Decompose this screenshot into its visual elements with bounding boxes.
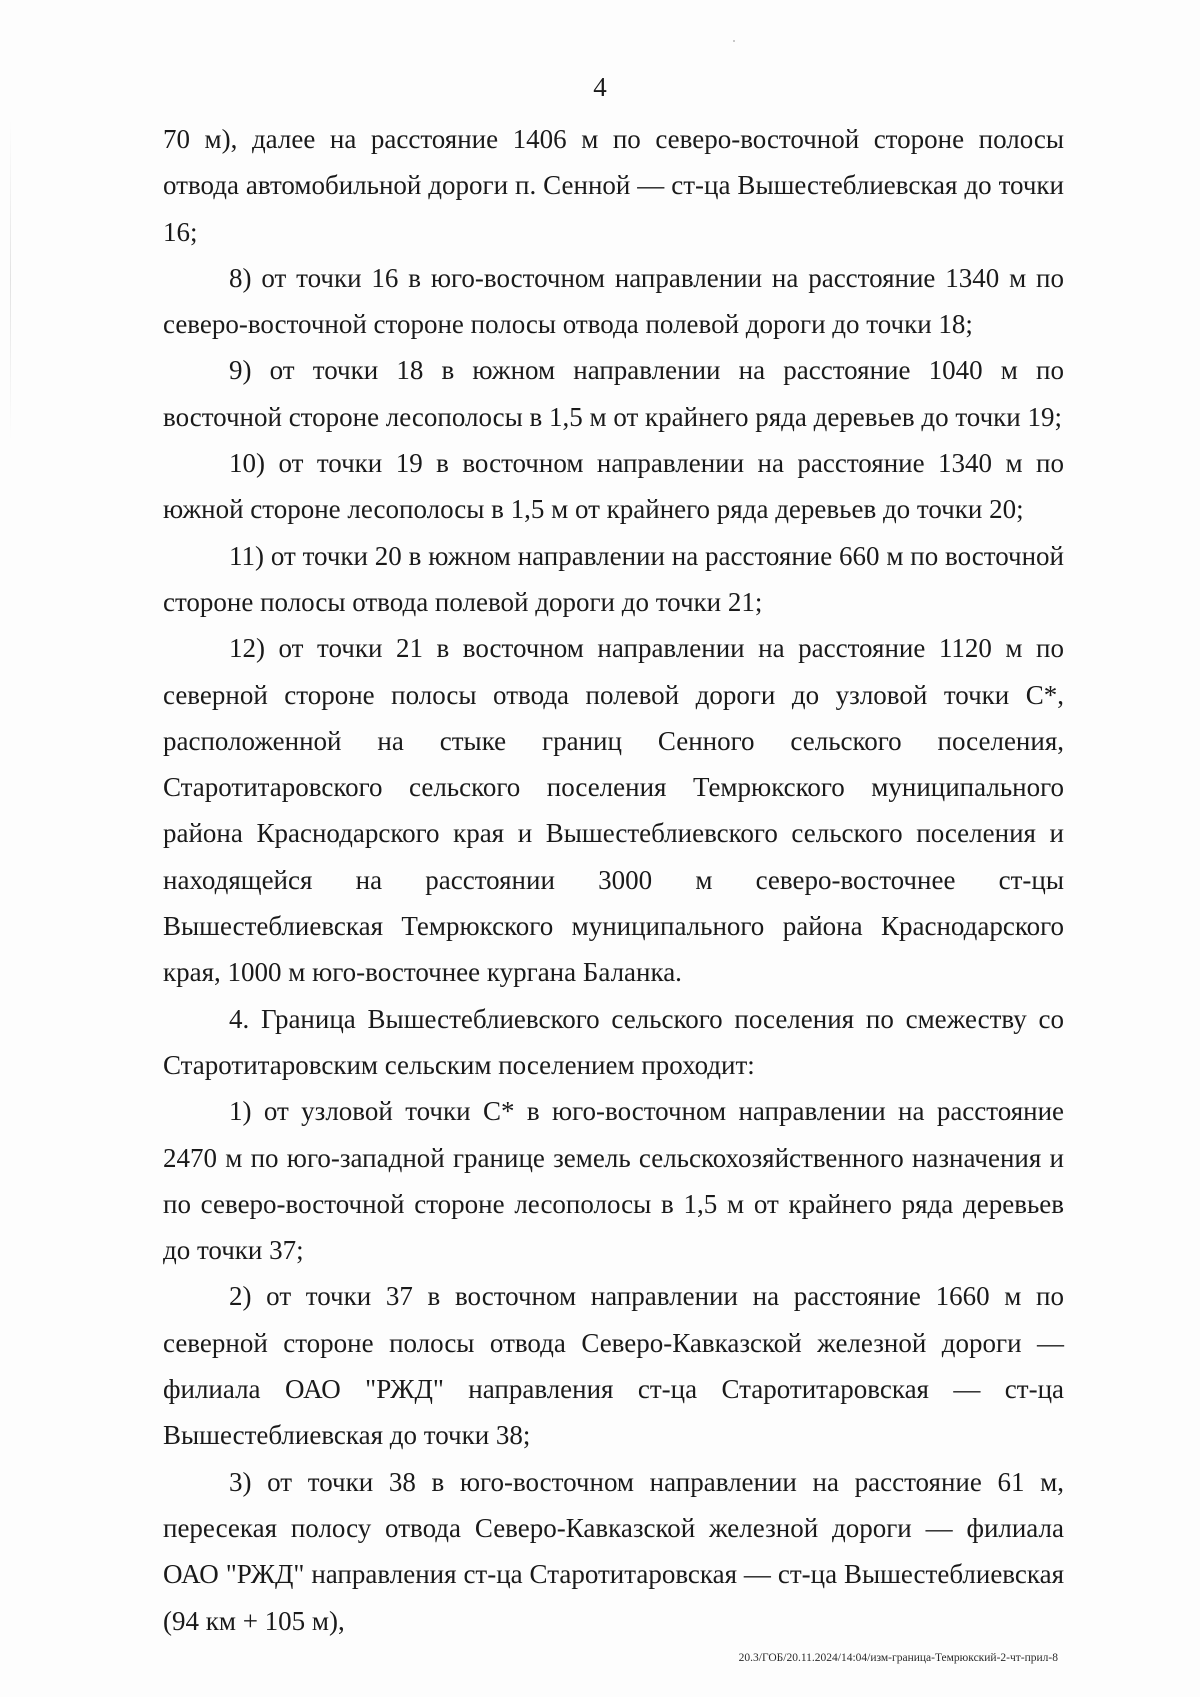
document-footer-code: 20.3/ГОБ/20.11.2024/14:04/изм-граница-Темрюкский-2-чт-прил-8 — [738, 1652, 1058, 1664]
page-number: 4 — [593, 72, 607, 102]
document-body — [163, 116, 1064, 1644]
paragraph-item-9: 9) от точки 18 в южном направлении на расстояние 1040 м по восточной стороне лесополосы в 1,5 м от крайнего ряда деревьев до точки 19; — [163, 355, 1064, 432]
paragraph-section-4: 4. Граница Вышестеблиевского сельского поселения по смежеству со Старотитаровским сельским поселением проходит: — [163, 1003, 1064, 1080]
paragraph-section-4-item-2: 2) от точки 37 в восточном направлении на расстояние 1660 м по северной стороне полосы отвода Северо-Кавказской железной дороги — филиала ОАО "РЖД" направления ст-ца Старотитаровская — ст-ца Вышестеблиевская до точки 38; — [163, 1281, 1064, 1451]
paragraph-section-4-item-1: 1) от узловой точки С* в юго-восточном направлении на расстояние 2470 м по юго-западной границе земель сельскохозяйственного назначения и по северо-восточной стороне лесополосы в 1,5 м от крайнего ряда деревьев до точки 37; — [163, 1096, 1064, 1266]
paragraph-item-11: 11) от точки 20 в южном направлении на расстояние 660 м по восточной стороне полосы отвода полевой дороги до точки 21; — [163, 540, 1064, 617]
paragraph-continuation: 70 м), далее на расстояние 1406 м по северо-восточной стороне полосы отвода автомобильной дороги п. Сенной — ст-ца Вышестеблиевская до точки 16; — [163, 124, 1064, 247]
paragraph-item-10: 10) от точки 19 в восточном направлении на расстояние 1340 м по южной стороне лесополосы в 1,5 м от крайнего ряда деревьев до точки 20; — [163, 448, 1064, 525]
scan-artifact-dot — [733, 40, 735, 42]
paragraph-section-4-item-3: 3) от точки 38 в юго-восточном направлении на расстояние 61 м, пересекая полосу отвода Северо-Кавказской железной дороги — филиала ОАО "РЖД" направления ст-ца Старотитаровская — ст-ца Вышестеблиевская (94 км + 105 м), — [163, 1466, 1064, 1636]
paragraph-item-12: 12) от точки 21 в восточном направлении на расстояние 1120 м по северной стороне полосы отвода полевой дороги до узловой точки С*, расположенной на стыке границ Сенного сельского поселения, Старотитаровского сельского поселения Темрюкского муниципального района Краснодарского края и Вышестеблиевского сельского поселения и находящейся на расстоянии 3000 м северо-восточнее ст-цы Вышестеблиевская Темрюкского муниципального района Краснодарского края, 1000 м юго-восточнее кургана Баланка. — [163, 633, 1064, 988]
scan-artifact-edge — [10, 120, 11, 440]
paragraph-item-8: 8) от точки 16 в юго-восточном направлении на расстояние 1340 м по северо-восточной стороне полосы отвода полевой дороги до точки 18; — [163, 262, 1064, 340]
